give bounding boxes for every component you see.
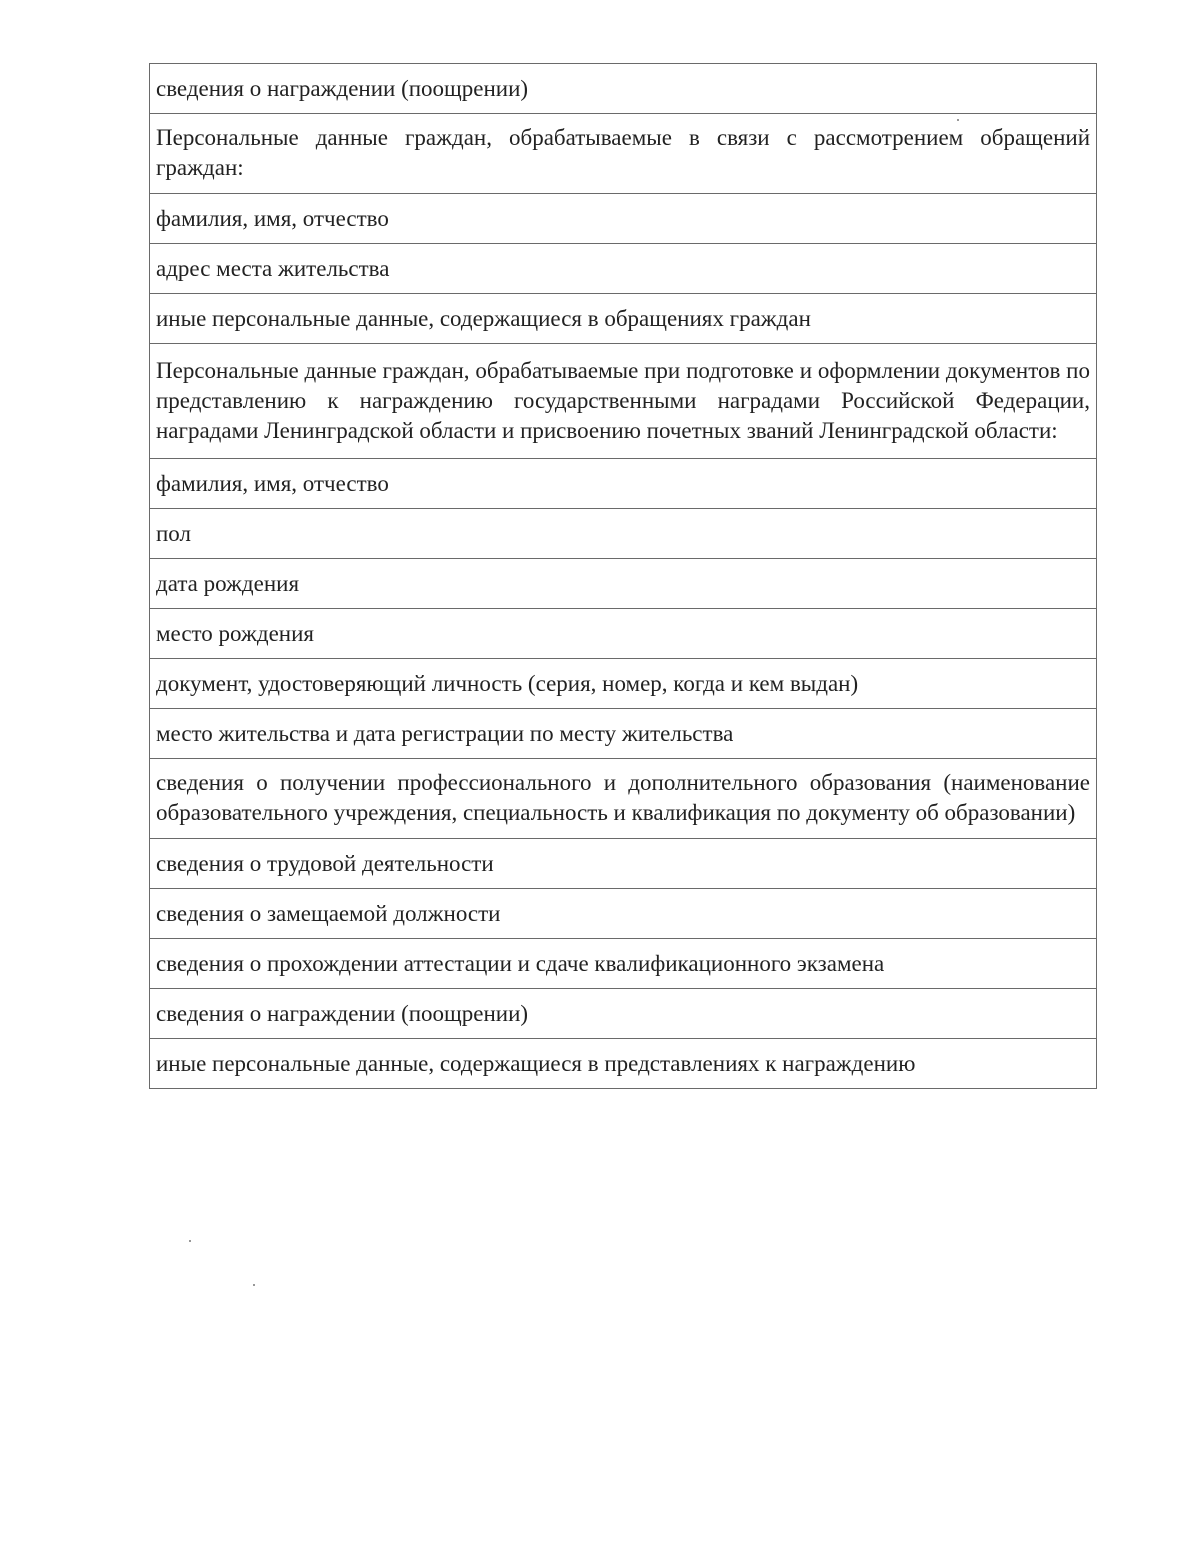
table-cell: иные персональные данные, содержащиеся в обращениях граждан (150, 294, 1097, 344)
table-cell: сведения о награждении (поощрении) (150, 989, 1097, 1039)
table-row (150, 659, 1097, 709)
table-cell: фамилия, имя, отчество (150, 459, 1097, 509)
table-cell: адрес места жительства (150, 244, 1097, 294)
section-heading-cell: Персональные данные граждан, обрабатываемые в связи с рассмотрением обращений граждан: (150, 114, 1097, 194)
scan-speck (189, 1240, 191, 1242)
table-cell: сведения о прохождении аттестации и сдаче квалификационного экзамена (150, 939, 1097, 989)
table-cell: фамилия, имя, отчество (150, 194, 1097, 244)
table-row (150, 989, 1097, 1039)
table-row (150, 609, 1097, 659)
table-row (150, 459, 1097, 509)
table-row (150, 294, 1097, 344)
table-row (150, 889, 1097, 939)
table-row (150, 114, 1097, 194)
table-cell: сведения о замещаемой должности (150, 889, 1097, 939)
table-cell: сведения о получении профессионального и дополнительного образования (наименование образовательного учреждения, специальность и квалификация по документу об образовании) (150, 759, 1097, 839)
table-cell: место жительства и дата регистрации по месту жительства (150, 709, 1097, 759)
table-cell: дата рождения (150, 559, 1097, 609)
table-cell: документ, удостоверяющий личность (серия, номер, когда и кем выдан) (150, 659, 1097, 709)
table-row (150, 709, 1097, 759)
table-row (150, 244, 1097, 294)
table-row (150, 1039, 1097, 1089)
table-row (150, 194, 1097, 244)
table-cell: иные персональные данные, содержащиеся в представлениях к награждению (150, 1039, 1097, 1089)
personal-data-table (149, 63, 1097, 1089)
table-row (150, 939, 1097, 989)
scan-speck (957, 119, 959, 121)
table-cell: сведения о награждении (поощрении) (150, 64, 1097, 114)
table-cell: сведения о трудовой деятельности (150, 839, 1097, 889)
table-row (150, 759, 1097, 839)
table-cell: пол (150, 509, 1097, 559)
table-row (150, 344, 1097, 459)
section-heading-cell: Персональные данные граждан, обрабатываемые при подготовке и оформлении документов по представлению к награждению государственными наградами Российской Федерации, наградами Ленинградской области и присвоению почетных званий Ленинградской области: (150, 344, 1097, 459)
table-row (150, 559, 1097, 609)
table-cell: место рождения (150, 609, 1097, 659)
scan-speck (253, 1284, 255, 1286)
table-row (150, 839, 1097, 889)
table-row (150, 64, 1097, 114)
table-row (150, 509, 1097, 559)
